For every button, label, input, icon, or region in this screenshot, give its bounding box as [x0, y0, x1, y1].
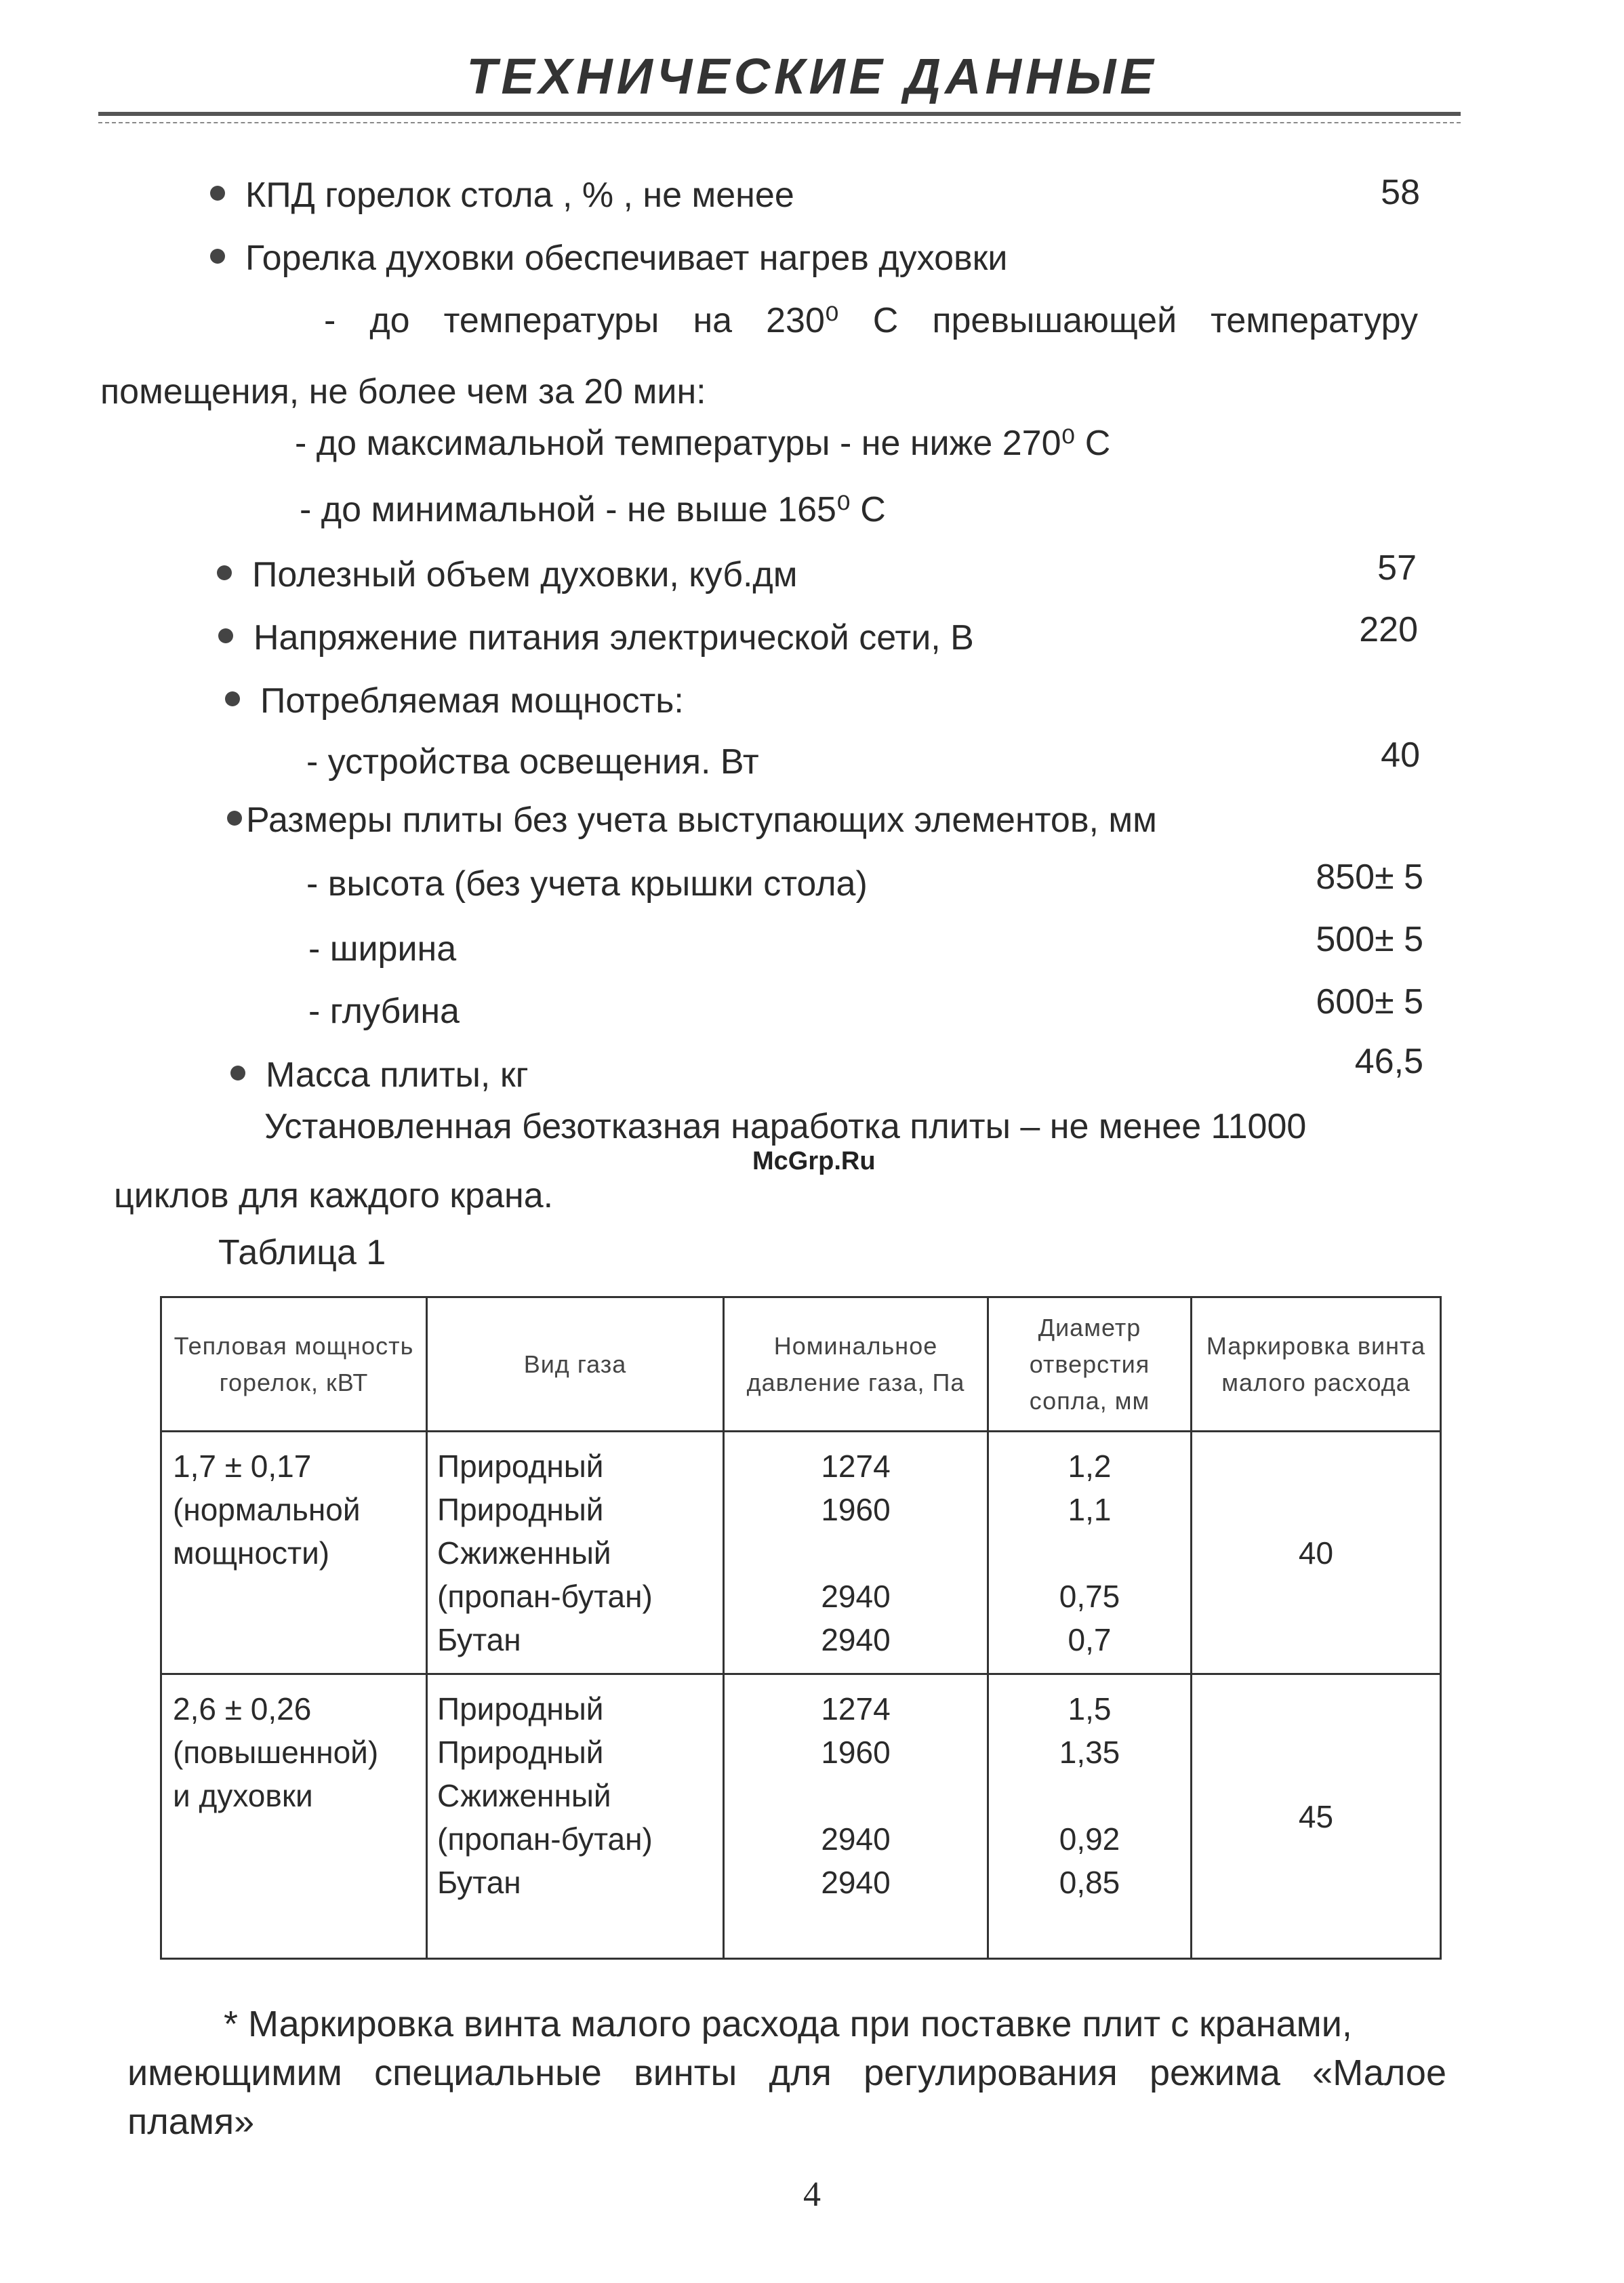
table-row — [161, 1432, 1441, 1674]
efficiency-value: 58 — [1381, 173, 1420, 212]
pressure-text: 1274 — [821, 1449, 891, 1484]
table-row — [161, 1674, 1441, 1959]
diameter-text — [989, 1531, 1190, 1575]
depth-label: - глубина — [308, 992, 460, 1031]
table-header-row — [161, 1297, 1441, 1432]
diameter-cell — [988, 1432, 1192, 1674]
height-label: - высота (без учета крышки стола) — [306, 864, 868, 904]
pressure-cell — [724, 1674, 988, 1959]
lighting-label: - устройства освещения. Вт — [306, 742, 759, 782]
mass-label: Масса плиты, кг — [266, 1055, 529, 1095]
gas-text: Сжиженный — [437, 1535, 611, 1571]
pressure-text: 2940 — [821, 1821, 891, 1857]
diameter-text — [989, 1774, 1190, 1817]
volume-label: Полезный объем духовки, куб.дм — [252, 555, 798, 594]
gas-text: Бутан — [437, 1622, 521, 1657]
watermark: McGrp.Ru — [752, 1147, 876, 1175]
diameter-text: 0,92 — [1059, 1821, 1120, 1857]
header-marking: Маркировка винта малого расхода — [1192, 1297, 1441, 1432]
oven-max-temp: - до максимальной температуры - не ниже 270⁰ С — [295, 424, 1111, 463]
power-cell — [161, 1432, 427, 1674]
pressure-text: 1960 — [821, 1492, 891, 1527]
power-text: 1,7 ± 0,17 — [173, 1449, 312, 1484]
gas-text: (пропан-бутан) — [437, 1821, 653, 1857]
gas-text: (пропан-бутан) — [437, 1579, 653, 1614]
mass-item — [230, 1057, 529, 1093]
marking-cell: 45 — [1192, 1674, 1441, 1959]
pressure-text: 1274 — [821, 1691, 891, 1726]
pressure-text: 2940 — [821, 1579, 891, 1614]
mass-value: 46,5 — [1354, 1042, 1423, 1081]
power-text: 2,6 ± 0,26 — [173, 1691, 312, 1726]
diameter-text: 1,2 — [1068, 1449, 1112, 1484]
gas-text: Природный — [437, 1691, 604, 1726]
efficiency-label: КПД горелок стола , % , не менее — [245, 176, 794, 215]
bullet-icon — [227, 811, 242, 826]
gas-text: Бутан — [437, 1865, 521, 1900]
diameter-cell — [988, 1674, 1192, 1959]
power-item — [225, 683, 684, 719]
voltage-item — [218, 618, 974, 658]
oven-min-temp: - до минимальной - не выше 165⁰ С — [300, 490, 886, 529]
footnote-line1: * Маркировка винта малого расхода при поставке плит с кранами, — [224, 2004, 1352, 2044]
dimensions-item — [227, 803, 1157, 838]
header-pressure: Номинальное давление газа, Па — [724, 1297, 988, 1432]
pressure-text: 2940 — [821, 1865, 891, 1900]
reliability-line1: Установленная безотказная наработка плиты – не менее 11000 — [264, 1107, 1307, 1146]
height-value: 850± 5 — [1316, 857, 1423, 897]
pressure-text — [725, 1774, 987, 1817]
diameter-text: 0,85 — [1059, 1865, 1120, 1900]
marking-cell: 40 — [1192, 1432, 1441, 1674]
title-underline-dashed — [98, 122, 1461, 123]
bullet-icon — [218, 628, 233, 643]
footnote-line3: пламя» — [127, 2101, 255, 2142]
width-value: 500± 5 — [1316, 920, 1423, 959]
power-cell — [161, 1674, 427, 1959]
reliability-line2: циклов для каждого крана. — [114, 1176, 554, 1215]
header-gas-type: Вид газа — [427, 1297, 724, 1432]
header-diameter: Диаметр отверстия сопла, мм — [988, 1297, 1192, 1432]
power-text: и духовки — [173, 1778, 313, 1813]
pressure-text: 1960 — [821, 1735, 891, 1770]
footnote-line2: имеющимим специальные винты для регулирования режима «Малое — [127, 2053, 1446, 2093]
voltage-value: 220 — [1359, 610, 1418, 649]
diameter-text: 0,75 — [1059, 1579, 1120, 1614]
diameter-text: 1,1 — [1068, 1492, 1112, 1527]
diameter-text: 1,35 — [1059, 1735, 1120, 1770]
lighting-value: 40 — [1381, 735, 1420, 775]
header-power: Тепловая мощность горелок, кВТ — [161, 1297, 427, 1432]
pressure-text — [725, 1531, 987, 1575]
bullet-icon — [210, 249, 225, 264]
diameter-text: 1,5 — [1068, 1691, 1112, 1726]
gas-text: Природный — [437, 1735, 604, 1770]
efficiency-item — [210, 178, 794, 213]
bullet-icon — [210, 186, 225, 201]
power-text: (повышенной) — [173, 1735, 379, 1770]
oven-heat-item — [210, 241, 1007, 276]
oven-heat-line1: - до температуры на 230⁰ С превышающей температуру — [324, 301, 1418, 340]
oven-heat-line2: помещения, не более чем за 20 мин: — [100, 372, 706, 411]
bullet-icon — [217, 565, 232, 580]
diameter-text: 0,7 — [1068, 1622, 1112, 1657]
specs-table — [160, 1296, 1442, 1960]
page-number: 4 — [803, 2175, 821, 2214]
oven-heat-label: Горелка духовки обеспечивает нагрев духовки — [245, 239, 1008, 278]
width-label: - ширина — [308, 929, 457, 969]
title-underline — [98, 112, 1461, 116]
pressure-cell — [724, 1432, 988, 1674]
volume-value: 57 — [1377, 548, 1417, 588]
gas-text: Природный — [437, 1449, 604, 1484]
pressure-text: 2940 — [821, 1622, 891, 1657]
power-text: мощности) — [173, 1535, 330, 1571]
table-caption: Таблица 1 — [218, 1233, 386, 1272]
gas-cell — [427, 1432, 724, 1674]
gas-text: Природный — [437, 1492, 604, 1527]
bullet-icon — [225, 691, 240, 706]
power-label: Потребляемая мощность: — [260, 681, 684, 721]
depth-value: 600± 5 — [1316, 982, 1423, 1022]
page-title: ТЕХНИЧЕСКИЕ ДАННЫЕ — [466, 48, 1158, 104]
dimensions-label: Размеры плиты без учета выступающих элементов, мм — [246, 801, 1157, 840]
volume-item — [217, 557, 798, 592]
bullet-icon — [230, 1066, 245, 1080]
gas-cell — [427, 1674, 724, 1959]
voltage-label: Напряжение питания электрической сети, В — [253, 618, 974, 658]
power-text: (нормальной — [173, 1492, 361, 1527]
gas-text: Сжиженный — [437, 1778, 611, 1813]
